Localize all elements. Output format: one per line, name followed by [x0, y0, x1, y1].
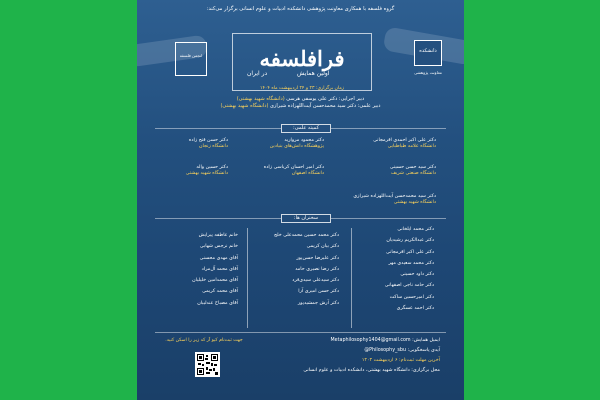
- sci-secretary-name: دبیر علمی: دکتر سید محمدحسن آیت‌اللهزاده شیرازی: [270, 103, 381, 109]
- speaker-name: دکتر رضا نصیری حامد: [295, 266, 339, 272]
- member-name: دکتر امیر احسان کرباسی زاده: [263, 165, 324, 170]
- exec-secretary-aff: (دانشگاه شهید بهشتی): [236, 96, 285, 102]
- divider: [155, 332, 446, 333]
- speaker-name: دکتر سیدعلی سیدی‌فرد: [292, 278, 339, 284]
- committee-member: [148, 165, 228, 177]
- event-title: فرافلسفه: [259, 46, 345, 71]
- sci-secretary: [145, 103, 456, 110]
- member-aff: دانشگاه شهید بهشتی: [185, 171, 228, 176]
- member-name: دکتر علی اکبر احمدی افرمجانی: [373, 138, 436, 143]
- speaker-name: آقای محمد آل‌مراد: [201, 266, 238, 272]
- organizers: [145, 96, 456, 110]
- member-name: دکتر سید حسن حسینی: [389, 165, 436, 170]
- event-date: زمان برگزاری: ۲۳ و ۲۴ اردیبهشت ماه ۱۴۰۴: [259, 86, 345, 91]
- speakers-col-mid: [249, 230, 339, 309]
- member-aff: دانشگاه صنعتی شریف: [390, 171, 436, 176]
- speaker-name: دکتر محمد ایلخانی: [397, 227, 434, 232]
- speaker-name: آقای محمدامین خلیلیان: [192, 278, 238, 284]
- speaker-name: خانم نرجس شهابی: [199, 244, 238, 250]
- speaker-name: دکتر امیرحسین ساکت: [389, 294, 434, 300]
- speaker-name: آقای مهدی محسنی: [199, 255, 238, 261]
- member-aff: پژوهشگاه دانش‌های بنیادین: [269, 144, 324, 149]
- contact-telegram[interactable]: آیدی پاسخگویی: Philosophy_sbu@: [364, 348, 440, 353]
- event-title-pre: اولین همایش: [297, 70, 330, 77]
- speaker-name: خانم عاطفه پیرایش: [198, 233, 238, 238]
- speaker-name: دکتر علیرضا حسن‌پور: [296, 255, 339, 261]
- column-divider: [351, 228, 352, 328]
- association-logo: انجمن فلسفه: [175, 42, 207, 76]
- speaker-name: دکتر حسن امیری آرا: [298, 289, 339, 295]
- member-aff: دانشگاه علامه طباطبایی: [387, 144, 436, 149]
- speaker-name: دکتر علی اکبر افرمجانی: [386, 249, 434, 255]
- contact-email[interactable]: ایمیل همایش: Metaphilosophy1404@gmail.com: [330, 338, 440, 343]
- member-aff: دانشگاه شهید بهشتی: [393, 200, 436, 205]
- column-divider: [247, 228, 248, 328]
- committee-member: [336, 138, 436, 150]
- speaker-name: دکتر احمد عسگری: [396, 306, 434, 312]
- speaker-name: دکتر محمد سعیدی مهر: [388, 260, 434, 266]
- speaker-name: دکتر عبدالکریم رشیدیان: [386, 238, 434, 244]
- speaker-name: دکتر محمد حسین محمدعلی خلج: [274, 233, 339, 238]
- sci-secretary-aff: (دانشگاه شهید بهشتی): [220, 103, 269, 109]
- speakers-header: سخنران ها:: [281, 214, 331, 223]
- member-name: دکتر حسین واله: [196, 165, 228, 170]
- speakers-col-right: [354, 224, 434, 314]
- speakers-col-left: [163, 230, 238, 309]
- member-aff: دانشگاه زنجان: [199, 144, 228, 149]
- member-aff: دانشگاه اصفهان: [291, 171, 324, 176]
- speaker-name: دکتر آرش جمشیدپور: [297, 300, 339, 306]
- venue: محل برگزاری: دانشگاه شهید بهشتی، دانشکده ادبیات و علوم انسانی: [303, 368, 440, 373]
- registration-qr-code[interactable]: [195, 352, 220, 377]
- speaker-name: دکتر داود حسینی: [400, 272, 434, 278]
- member-name: دکتر سید محمدحسن آیت‌اللهزاده شیرازی: [353, 194, 436, 199]
- speaker-name: آقای مصباح عندلیبان: [197, 300, 238, 306]
- committee-member: [229, 165, 324, 177]
- speaker-name: آقای محمد کریمی: [202, 289, 238, 295]
- committee-member: [234, 138, 324, 150]
- qr-code-icon: [197, 354, 218, 375]
- member-name: دکتر حسن فتح زاده: [188, 138, 228, 143]
- registration-deadline: آخرین مهلت ثبت‌نام: ۶ اردیبهشت ۱۴۰۴: [361, 358, 440, 363]
- committee-header: کمیته علمی:: [281, 124, 331, 133]
- committee-member: [336, 165, 436, 177]
- committee-member: [316, 194, 436, 206]
- event-title-post: در ایران: [247, 70, 268, 77]
- faculty-logo-caption: معاونت پژوهشی: [414, 70, 442, 75]
- exec-secretary-name: دبیر اجرایی: دکتر علی یوسفی هرسی: [286, 96, 365, 102]
- exec-secretary: [145, 96, 456, 103]
- speaker-name: دکتر حامد ناجی اصفهانی: [384, 283, 434, 289]
- committee-member: [148, 138, 228, 150]
- contact-info: [303, 336, 440, 376]
- faculty-logo: دانشکده: [414, 40, 442, 66]
- intro-text: گروه فلسفه با همکاری معاونت پژوهشی دانشکده ادبیات و علوم انسانی برگزار می‌کند:: [206, 6, 395, 12]
- qr-note: جهت ثبت‌نام کیو آر کد زیر را اسکن کنید.: [165, 338, 243, 343]
- member-name: دکتر محمود مروارید: [284, 138, 324, 143]
- poster: [137, 0, 464, 400]
- speaker-name: دکتر بیان کریمی: [306, 244, 339, 250]
